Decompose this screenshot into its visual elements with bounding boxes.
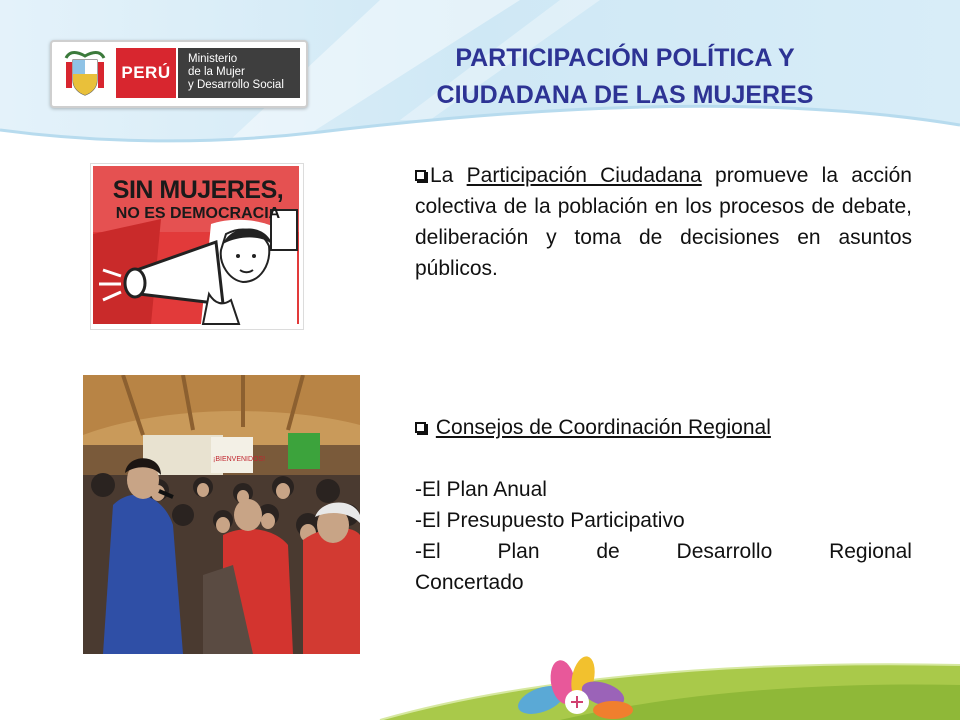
paragraph-body: promueve la acción colectiva de la población en los procesos de debate, deliberación y toma de decisiones en asuntos públicos. [415, 164, 912, 280]
banner-text: ¡BIENVENIDOS! [213, 456, 266, 463]
peru-coat-of-arms-icon [60, 48, 110, 98]
ministry-line: Ministerio [188, 53, 238, 65]
page-title [350, 40, 900, 114]
list-word: -El [415, 540, 441, 563]
participation-text [415, 160, 912, 284]
ministry-name [178, 48, 300, 98]
assembly-illustration [83, 375, 360, 654]
poster-line-2: NO ES DEMOCRACIA [115, 205, 281, 222]
paragraph-prefix: La [430, 164, 467, 187]
poster-line-1: SIN MUJERES, [112, 176, 284, 204]
spacer [415, 443, 912, 474]
ministry-logo [50, 40, 308, 108]
list-item: -El Plan Anual [415, 478, 547, 501]
list-word: Plan [497, 540, 540, 563]
councils-heading-row [415, 412, 912, 443]
bullet-box-icon [415, 170, 426, 181]
footer-background [0, 620, 960, 720]
ministry-line: y Desarrollo Social [188, 79, 284, 91]
list-item [415, 536, 912, 567]
title-line: CIUDADANA DE LAS MUJERES [436, 81, 814, 109]
councils-heading: Consejos de Coordinación Regional [435, 416, 771, 439]
list-word: Regional [829, 540, 912, 563]
list-word: Desarrollo [676, 540, 773, 563]
flower-logo-icon [505, 652, 645, 720]
peru-label: PERÚ [116, 48, 176, 98]
bullet-box-icon [415, 422, 426, 433]
list-word: de [596, 540, 620, 563]
list-item: -El Presupuesto Participativo [415, 509, 685, 532]
list-item-continuation: Concertado [415, 571, 524, 594]
assembly-photo [83, 375, 360, 654]
participation-term: Participación Ciudadana [466, 164, 702, 187]
poster-text [98, 176, 298, 224]
title-line: PARTICIPACIÓN POLÍTICA Y [455, 44, 795, 72]
councils-text [415, 412, 912, 598]
ministry-line: de la Mujer [188, 66, 245, 78]
